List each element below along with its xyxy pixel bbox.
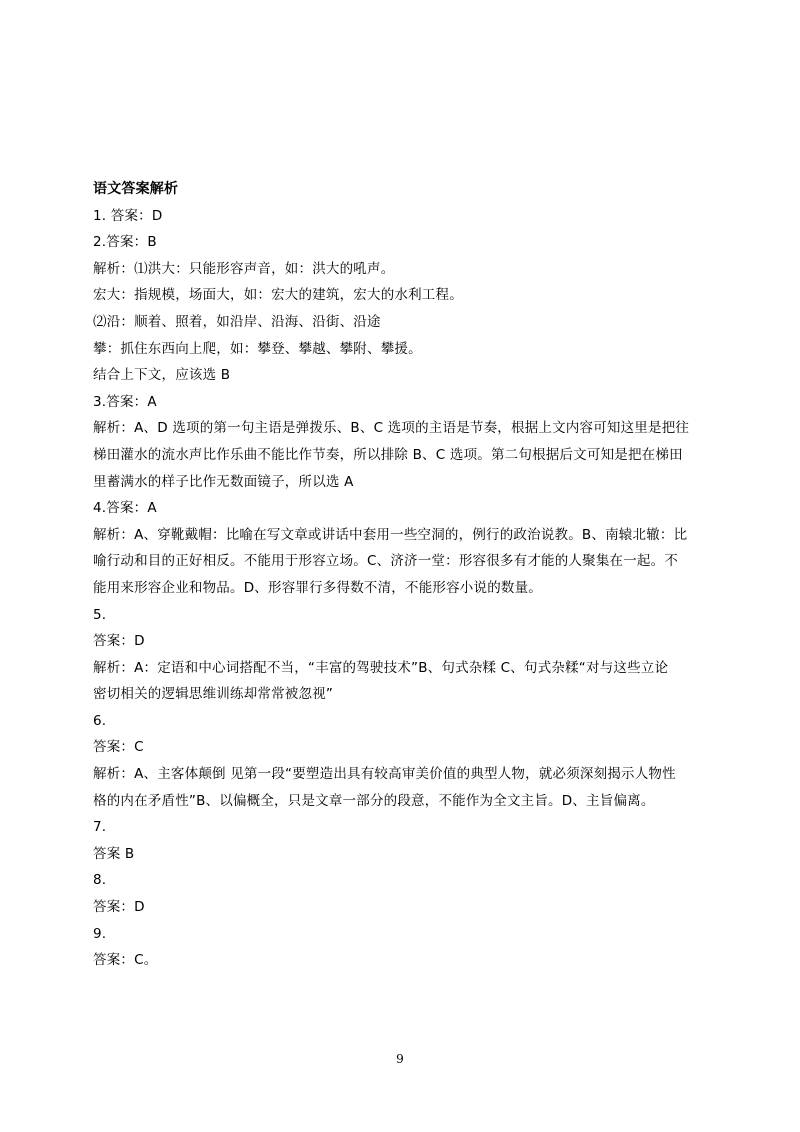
text-line: 密切相关的逻辑思维训练却常常被忽视” <box>93 686 334 703</box>
text-line: 2.答案：B <box>93 234 157 251</box>
text-line: 8. <box>93 872 107 889</box>
text-line: 结合上下文，应该选 B <box>93 367 231 384</box>
page-number: 9 <box>396 1052 404 1066</box>
text-line: 喻行动和目的正好相反。不能用于形容立场。C、济济一堂：形容很多有才能的人聚集在一起。不 <box>93 553 679 570</box>
answer-content <box>93 176 713 974</box>
text-line: 解析：⑴洪大：只能形容声音，如：洪大的吼声。 <box>93 260 395 277</box>
text-line: 解析：A：定语和中心词搭配不当，“丰富的驾驶技术”B、句式杂糅 C、句式杂糅“对与这些立论 <box>93 659 669 676</box>
text-line: 答案：D <box>93 899 145 916</box>
text-line: 解析：A、穿靴戴帽：比喻在写文章或讲话中套用一些空洞的，例行的政治说教。B、南辕北辙：比 <box>93 526 688 543</box>
document-title: 语文答案解析 <box>93 181 179 197</box>
text-line: 解析：A、D 选项的第一句主语是弹拨乐、B、C 选项的主语是节奏，根据上文内容可知这里是把往 <box>93 420 690 437</box>
text-line: 宏大：指规模，场面大，如：宏大的建筑，宏大的水利工程。 <box>93 287 463 304</box>
text-line: 答案：C。 <box>93 952 158 969</box>
text-line: 4.答案：A <box>93 500 157 517</box>
text-line: 格的内在矛盾性”B、以偏概全，只是文章一部分的段意，不能作为全文主旨。D、主旨偏离。 <box>93 792 655 809</box>
text-line: 3.答案：A <box>93 393 157 410</box>
text-line: 能用来形容企业和物品。D、形容罪行多得数不清，不能形容小说的数量。 <box>93 579 542 596</box>
text-line: 里蓄满水的样子比作无数面镜子，所以选 A <box>93 473 354 490</box>
text-line: 解析：A、主客体颠倒 见第一段“要塑造出具有较高审美价值的典型人物，就必须深刻揭示人物性 <box>93 766 676 783</box>
text-line: 7. <box>93 819 107 836</box>
text-line: 答案 B <box>93 845 135 862</box>
text-line: 9. <box>93 925 107 942</box>
text-line: 梯田灌水的流水声比作乐曲不能比作节奏，所以排除 B、C 选项。第二句根据后文可知是把在梯田 <box>93 446 683 463</box>
text-line: 5. <box>93 606 107 623</box>
text-line: 6. <box>93 712 107 729</box>
text-line: 答案：C <box>93 739 144 756</box>
text-line: 答案：D <box>93 633 145 650</box>
text-line: 1. 答案：D <box>93 207 163 224</box>
text-line: 攀：抓住东西向上爬，如：攀登、攀越、攀附、攀援。 <box>93 340 422 357</box>
text-line: ⑵沿：顺着、照着，如沿岸、沿海、沿街、沿途 <box>93 313 381 330</box>
